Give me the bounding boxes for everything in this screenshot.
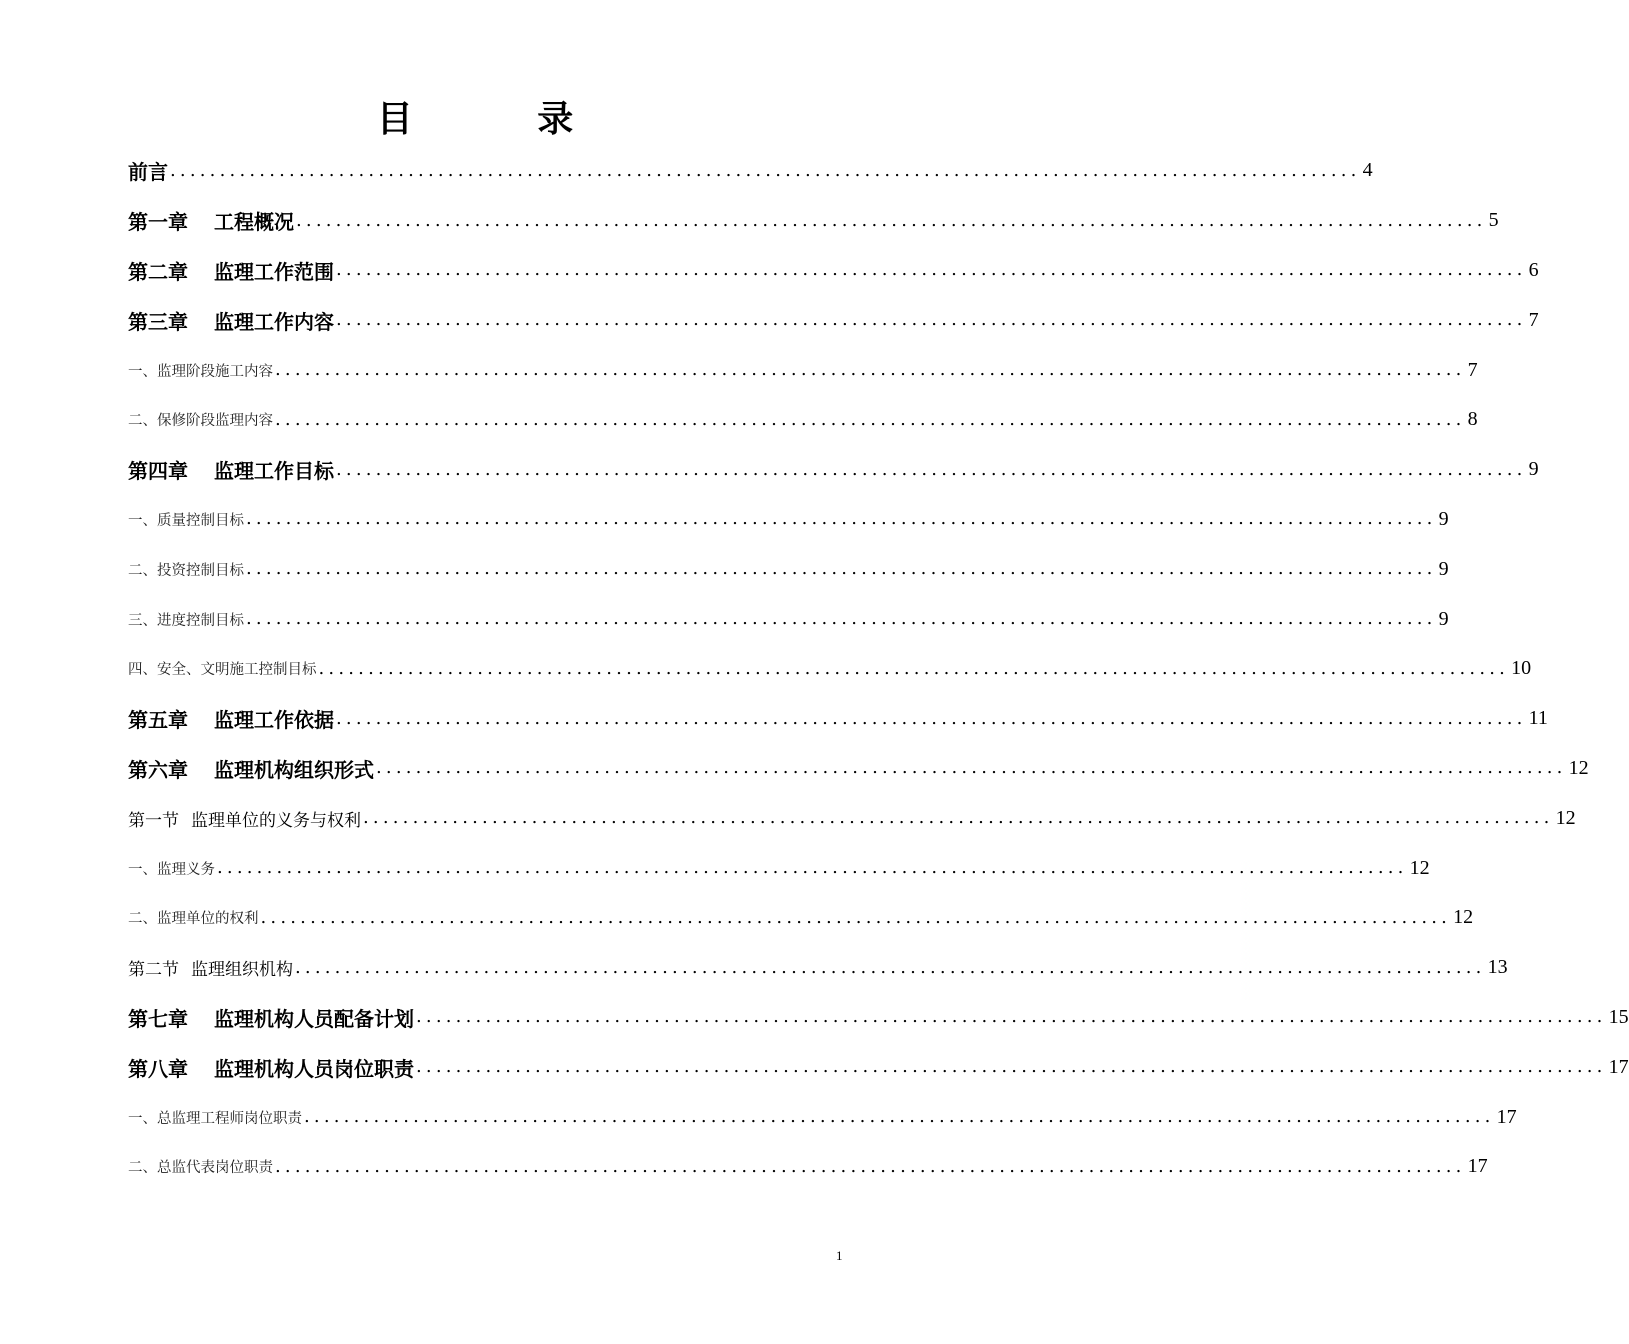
toc-dot-leader: ........................................................................................................................ <box>416 1006 1607 1028</box>
toc-entry-page-number: 9 <box>1528 458 1539 481</box>
toc-entry-label <box>128 360 273 381</box>
toc-dot-leader: ........................................................................................................................ <box>376 757 1567 779</box>
toc-entry-page-number: 15 <box>1608 1005 1629 1028</box>
toc-entry-page-number: 9 <box>1438 607 1449 630</box>
toc-entry-page-number: 17 <box>1608 1055 1629 1078</box>
toc-entry-page-number: 9 <box>1438 557 1449 580</box>
toc-dot-leader: ........................................................................................................................ <box>363 807 1554 829</box>
toc-entry-page-number: 12 <box>1555 806 1576 829</box>
toc-entry[interactable] <box>128 893 1474 943</box>
toc-entry[interactable] <box>128 843 1430 893</box>
toc-entry[interactable] <box>128 993 1629 1043</box>
toc-entry[interactable] <box>128 1092 1517 1142</box>
toc-dot-leader: ........................................................................................................................ <box>275 1155 1466 1177</box>
toc-entry-page-number: 10 <box>1511 657 1532 680</box>
toc-entry-text: 二、监理单位的权利 <box>128 911 259 928</box>
toc-entry-text: 监理单位的义务与权利 <box>191 810 361 831</box>
toc-entry-label <box>128 559 244 580</box>
toc-dot-leader: ........................................................................................................................ <box>336 259 1527 281</box>
toc-entry-text: 工程概况 <box>214 210 294 235</box>
toc-dot-leader: ........................................................................................................................ <box>246 608 1437 630</box>
toc-entry-text: 前言 <box>128 160 168 185</box>
toc-entry-text: 监理组织机构 <box>191 960 293 981</box>
toc-entry-label <box>128 1053 414 1082</box>
toc-entry-label <box>128 455 334 484</box>
toc-dot-leader: ........................................................................................................................ <box>170 159 1361 181</box>
toc-entry-page-number: 17 <box>1496 1105 1517 1128</box>
toc-entry-page-number: 12 <box>1409 856 1430 879</box>
toc-entry[interactable] <box>128 594 1449 644</box>
toc-dot-leader: ........................................................................................................................ <box>260 906 1452 928</box>
toc-entry-prefix: 第二节 <box>128 960 179 981</box>
toc-entry-text: 三、进度控制目标 <box>128 612 244 629</box>
toc-entry-label <box>128 306 334 335</box>
toc-entry-prefix: 第七章 <box>128 1006 188 1031</box>
toc-entry-label <box>128 1003 414 1032</box>
toc-entry[interactable] <box>128 246 1539 296</box>
toc-entry-label <box>128 1107 302 1128</box>
toc-entry[interactable] <box>128 495 1449 545</box>
toc-entry-text: 监理工作目标 <box>214 459 334 484</box>
toc-dot-leader: ........................................................................................................................ <box>336 707 1527 729</box>
toc-title: 目 录 <box>376 99 630 140</box>
toc-entry-label <box>128 1156 273 1177</box>
toc-dot-leader: ........................................................................................................................ <box>304 1106 1495 1128</box>
toc-entry[interactable] <box>128 196 1499 246</box>
toc-entry[interactable] <box>128 395 1478 445</box>
toc-entry[interactable] <box>128 744 1589 794</box>
toc-dot-leader: ........................................................................................................................ <box>275 408 1466 430</box>
toc-entry-label <box>128 806 361 831</box>
toc-entry-text: 二、总监代表岗位职责 <box>128 1160 273 1177</box>
toc-entry-label <box>128 256 334 285</box>
toc-dot-leader: ........................................................................................................................ <box>336 458 1527 480</box>
toc-entry-label <box>128 156 168 185</box>
toc-entry-page-number: 7 <box>1528 308 1539 331</box>
toc-entry-text: 监理机构人员配备计划 <box>214 1006 414 1031</box>
toc-entry[interactable] <box>128 345 1478 395</box>
toc-dot-leader: ........................................................................................................................ <box>217 857 1408 879</box>
toc-entry[interactable] <box>128 943 1508 993</box>
toc-entry-prefix: 第三章 <box>128 309 188 334</box>
toc-entry-text: 一、总监理工程师岗位职责 <box>128 1110 302 1127</box>
toc-entry-page-number: 9 <box>1438 507 1449 530</box>
toc-entry-prefix: 第四章 <box>128 459 188 484</box>
toc-entry-label <box>128 955 293 980</box>
toc-dot-leader: ........................................................................................................................ <box>275 359 1466 381</box>
toc-entry-prefix: 第五章 <box>128 708 188 733</box>
toc-entry-label <box>128 409 273 430</box>
toc-entry-label <box>128 907 259 928</box>
toc-entry[interactable] <box>128 793 1576 843</box>
toc-entry-text: 一、质量控制目标 <box>128 512 244 529</box>
toc-entry-page-number: 11 <box>1528 707 1548 730</box>
toc-entry-page-number: 8 <box>1467 408 1478 431</box>
toc-entry-text: 监理工作范围 <box>214 259 334 284</box>
toc-entry-prefix: 第八章 <box>128 1056 188 1081</box>
toc-entry-page-number: 4 <box>1362 159 1373 182</box>
toc-dot-leader: ........................................................................................................................ <box>318 657 1510 679</box>
toc-entry-page-number: 5 <box>1488 209 1499 232</box>
toc-entry[interactable] <box>128 295 1539 345</box>
toc-entry-label <box>128 658 317 679</box>
toc-entry-prefix: 第二章 <box>128 259 188 284</box>
toc-entry-label <box>128 609 244 630</box>
toc-list <box>128 146 1629 1192</box>
toc-entry-prefix: 第一章 <box>128 210 188 235</box>
toc-entry-label <box>128 206 294 235</box>
toc-entry[interactable] <box>128 445 1539 495</box>
toc-dot-leader: ........................................................................................................................ <box>296 209 1487 231</box>
toc-entry-text: 监理工作依据 <box>214 708 334 733</box>
toc-entry[interactable] <box>128 544 1449 594</box>
toc-entry-label <box>128 754 374 783</box>
toc-entry[interactable] <box>128 146 1373 196</box>
toc-entry-page-number: 6 <box>1528 258 1539 281</box>
toc-dot-leader: ........................................................................................................................ <box>416 1056 1607 1078</box>
toc-entry-label <box>128 704 334 733</box>
toc-dot-leader: ........................................................................................................................ <box>246 558 1437 580</box>
toc-entry-page-number: 12 <box>1453 906 1474 929</box>
toc-entry-label <box>128 509 244 530</box>
toc-entry-page-number: 7 <box>1467 358 1478 381</box>
toc-dot-leader: ........................................................................................................................ <box>336 309 1527 331</box>
toc-entry[interactable] <box>128 1142 1488 1192</box>
toc-entry[interactable] <box>128 1042 1629 1092</box>
toc-entry[interactable] <box>128 644 1532 694</box>
toc-entry-text: 二、投资控制目标 <box>128 562 244 579</box>
toc-entry-prefix: 第六章 <box>128 757 188 782</box>
toc-entry-page-number: 13 <box>1487 956 1508 979</box>
toc-entry-text: 监理机构人员岗位职责 <box>214 1056 414 1081</box>
toc-entry-page-number: 12 <box>1568 756 1589 779</box>
toc-entry-text: 二、保修阶段监理内容 <box>128 413 273 430</box>
toc-entry-prefix: 第一节 <box>128 810 179 831</box>
toc-entry-text: 监理机构组织形式 <box>214 757 374 782</box>
toc-entry-text: 监理工作内容 <box>214 309 334 334</box>
toc-entry-label <box>128 858 215 879</box>
page-number: 1 <box>836 1248 843 1263</box>
toc-dot-leader: ........................................................................................................................ <box>295 956 1486 978</box>
toc-entry-page-number: 17 <box>1467 1155 1488 1178</box>
toc-dot-leader: ........................................................................................................................ <box>246 508 1437 530</box>
toc-entry-text: 一、监理义务 <box>128 861 215 878</box>
toc-entry-text: 一、监理阶段施工内容 <box>128 363 273 380</box>
toc-entry[interactable] <box>128 694 1548 744</box>
toc-entry-text: 四、安全、文明施工控制目标 <box>128 662 317 679</box>
